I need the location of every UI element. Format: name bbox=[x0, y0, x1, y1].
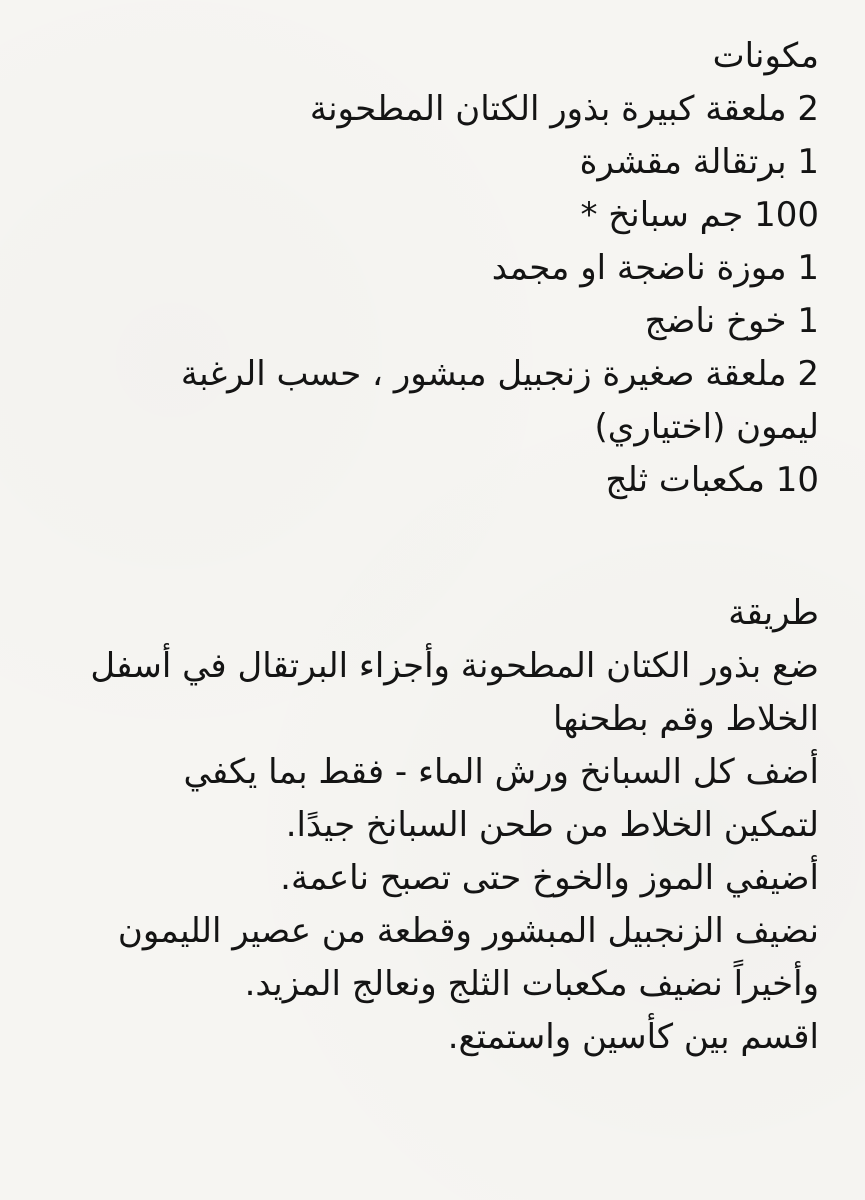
method-line: أضيفي الموز والخوخ حتى تصبح ناعمة. bbox=[280, 858, 819, 898]
method-line: اقسم بين كأسين واستمتع. bbox=[447, 1017, 819, 1057]
method-title: طريقة bbox=[728, 593, 819, 633]
ingredient-item: 2 ملعقة كبيرة بذور الكتان المطحونة bbox=[309, 89, 819, 129]
method-line: ضع بذور الكتان المطحونة وأجزاء البرتقال في أسفل bbox=[90, 646, 819, 686]
ingredient-item: 1 موزة ناضجة او مجمد bbox=[491, 248, 819, 288]
ingredient-item: 2 ملعقة صغيرة زنجبيل مبشور ، حسب الرغبة bbox=[180, 354, 819, 394]
ingredient-item: 1 برتقالة مقشرة bbox=[579, 142, 819, 182]
method-line: الخلاط وقم بطحنها bbox=[553, 699, 819, 739]
section-gap bbox=[29, 507, 819, 587]
ingredient-item: ليمون (اختياري) bbox=[594, 407, 819, 447]
ingredients-title: مكونات bbox=[712, 36, 819, 76]
recipe-note bbox=[29, 30, 819, 1064]
ingredient-item: 10 مكعبات ثلج bbox=[605, 460, 819, 500]
ingredient-item: 100 جم سبانخ * bbox=[580, 195, 819, 235]
method-line: وأخيراً نضيف مكعبات الثلج ونعالج المزيد. bbox=[244, 964, 819, 1004]
method-line: لتمكين الخلاط من طحن السبانخ جيدًا. bbox=[285, 805, 819, 845]
method-line: أضف كل السبانخ ورش الماء - فقط بما يكفي bbox=[183, 752, 819, 792]
method-line: نضيف الزنجبيل المبشور وقطعة من عصير الليمون bbox=[117, 911, 819, 951]
ingredient-item: 1 خوخ ناضج bbox=[644, 301, 819, 341]
